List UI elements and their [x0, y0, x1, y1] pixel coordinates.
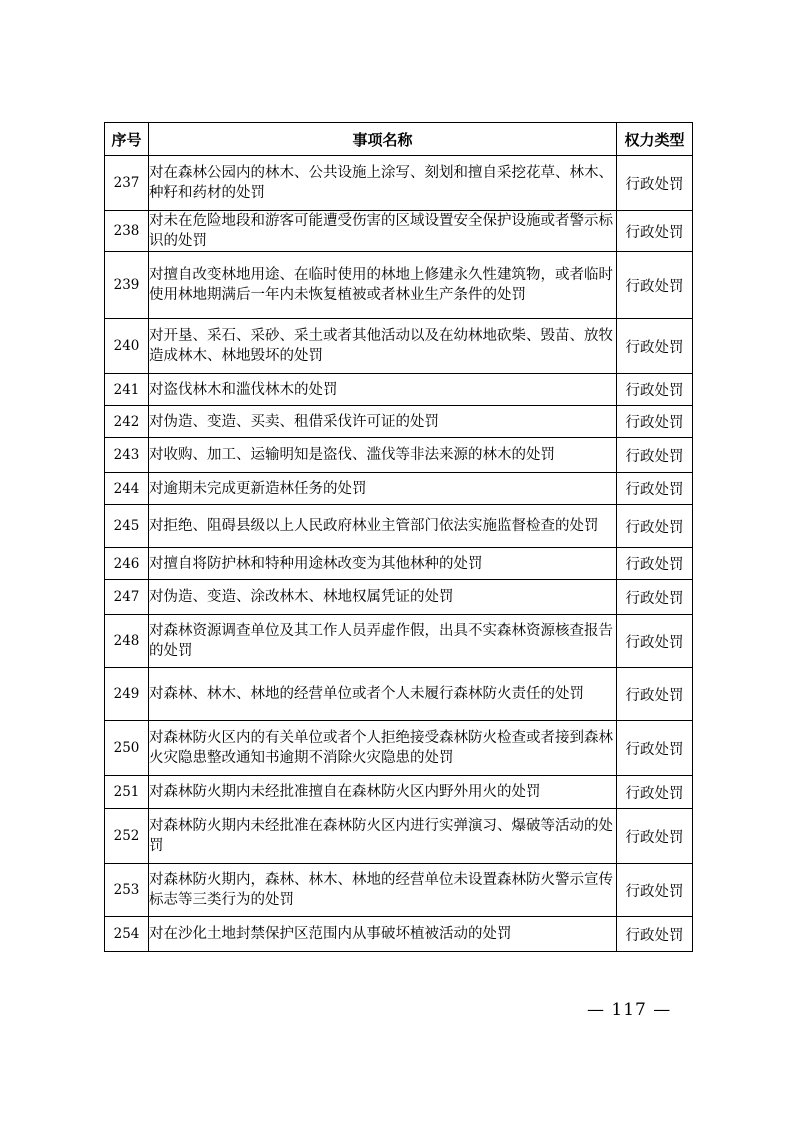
- cell-serial-number: 251: [105, 776, 149, 809]
- cell-item-name: 对森林防火期内，森林、林木、林地的经营单位未设置森林防火警示宣传标志等三类行为的处罚: [149, 864, 617, 917]
- table-row: [105, 319, 693, 374]
- cell-item-name: 对未在危险地段和游客可能遭受伤害的区域设置安全保护设施或者警示标识的处罚: [149, 211, 617, 252]
- header-power-type: 权力类型: [617, 123, 693, 156]
- table-body: [105, 156, 693, 952]
- table-row: [105, 917, 693, 952]
- cell-item-name: 对收购、加工、运输明知是盗伐、滥伐等非法来源的林木的处罚: [149, 438, 617, 473]
- cell-item-name: 对擅自改变林地用途、在临时使用的林地上修建永久性建筑物，或者临时使用林地期满后一年内未恢复植被或者林业生产条件的处罚: [149, 252, 617, 319]
- cell-serial-number: 237: [105, 156, 149, 211]
- cell-power-type: 行政处罚: [617, 406, 693, 438]
- cell-item-name: 对伪造、变造、买卖、租借采伐许可证的处罚: [149, 406, 617, 438]
- table-row: [105, 721, 693, 776]
- cell-serial-number: 239: [105, 252, 149, 319]
- cell-serial-number: 249: [105, 668, 149, 721]
- table-row: [105, 473, 693, 505]
- table-row: [105, 505, 693, 548]
- cell-serial-number: 248: [105, 615, 149, 668]
- cell-serial-number: 245: [105, 505, 149, 548]
- cell-power-type: 行政处罚: [617, 473, 693, 505]
- table-row: [105, 374, 693, 406]
- cell-item-name: 对在沙化土地封禁保护区范围内从事破坏植被活动的处罚: [149, 917, 617, 952]
- cell-item-name: 对森林防火区内的有关单位或者个人拒绝接受森林防火检查或者接到森林火灾隐患整改通知书逾期不消除火灾隐患的处罚: [149, 721, 617, 776]
- cell-item-name: 对森林资源调查单位及其工作人员弄虚作假，出具不实森林资源核查报告的处罚: [149, 615, 617, 668]
- cell-item-name: 对开垦、采石、采砂、采土或者其他活动以及在幼林地砍柴、毁苗、放牧造成林木、林地毁坏的处罚: [149, 319, 617, 374]
- cell-serial-number: 246: [105, 548, 149, 580]
- table-row: [105, 438, 693, 473]
- cell-power-type: 行政处罚: [617, 580, 693, 615]
- cell-power-type: 行政处罚: [617, 776, 693, 809]
- cell-serial-number: 254: [105, 917, 149, 952]
- cell-serial-number: 252: [105, 809, 149, 864]
- cell-power-type: 行政处罚: [617, 615, 693, 668]
- cell-power-type: 行政处罚: [617, 505, 693, 548]
- cell-item-name: 对拒绝、阻碍县级以上人民政府林业主管部门依法实施监督检查的处罚: [149, 505, 617, 548]
- table-row: [105, 548, 693, 580]
- table-row: [105, 211, 693, 252]
- table-row: [105, 668, 693, 721]
- cell-power-type: 行政处罚: [617, 438, 693, 473]
- cell-power-type: 行政处罚: [617, 917, 693, 952]
- power-list-table: [104, 122, 693, 952]
- cell-serial-number: 243: [105, 438, 149, 473]
- cell-item-name: 对伪造、变造、涂改林木、林地权属凭证的处罚: [149, 580, 617, 615]
- cell-item-name: 对在森林公园内的林木、公共设施上涂写、刻划和擅自采挖花草、林木、种籽和药材的处罚: [149, 156, 617, 211]
- header-serial-number: 序号: [105, 123, 149, 156]
- cell-power-type: 行政处罚: [617, 548, 693, 580]
- cell-power-type: 行政处罚: [617, 319, 693, 374]
- cell-serial-number: 250: [105, 721, 149, 776]
- cell-power-type: 行政处罚: [617, 252, 693, 319]
- page-number: — 117 —: [587, 1000, 672, 1020]
- cell-power-type: 行政处罚: [617, 211, 693, 252]
- header-item-name: 事项名称: [149, 123, 617, 156]
- table-row: [105, 406, 693, 438]
- cell-serial-number: 247: [105, 580, 149, 615]
- table-header-row: [105, 123, 693, 156]
- cell-serial-number: 241: [105, 374, 149, 406]
- table-row: [105, 864, 693, 917]
- table-row: [105, 809, 693, 864]
- cell-power-type: 行政处罚: [617, 156, 693, 211]
- cell-power-type: 行政处罚: [617, 864, 693, 917]
- cell-power-type: 行政处罚: [617, 374, 693, 406]
- cell-serial-number: 238: [105, 211, 149, 252]
- cell-power-type: 行政处罚: [617, 668, 693, 721]
- cell-power-type: 行政处罚: [617, 809, 693, 864]
- cell-item-name: 对擅自将防护林和特种用途林改变为其他林种的处罚: [149, 548, 617, 580]
- table-row: [105, 776, 693, 809]
- cell-serial-number: 244: [105, 473, 149, 505]
- cell-serial-number: 240: [105, 319, 149, 374]
- table-row: [105, 615, 693, 668]
- cell-item-name: 对盗伐林木和滥伐林木的处罚: [149, 374, 617, 406]
- cell-item-name: 对森林防火期内未经批准擅自在森林防火区内野外用火的处罚: [149, 776, 617, 809]
- cell-item-name: 对逾期未完成更新造林任务的处罚: [149, 473, 617, 505]
- table-row: [105, 580, 693, 615]
- cell-item-name: 对森林防火期内未经批准在森林防火区内进行实弹演习、爆破等活动的处罚: [149, 809, 617, 864]
- table-row: [105, 252, 693, 319]
- cell-serial-number: 253: [105, 864, 149, 917]
- table-row: [105, 156, 693, 211]
- cell-serial-number: 242: [105, 406, 149, 438]
- cell-item-name: 对森林、林木、林地的经营单位或者个人未履行森林防火责任的处罚: [149, 668, 617, 721]
- cell-power-type: 行政处罚: [617, 721, 693, 776]
